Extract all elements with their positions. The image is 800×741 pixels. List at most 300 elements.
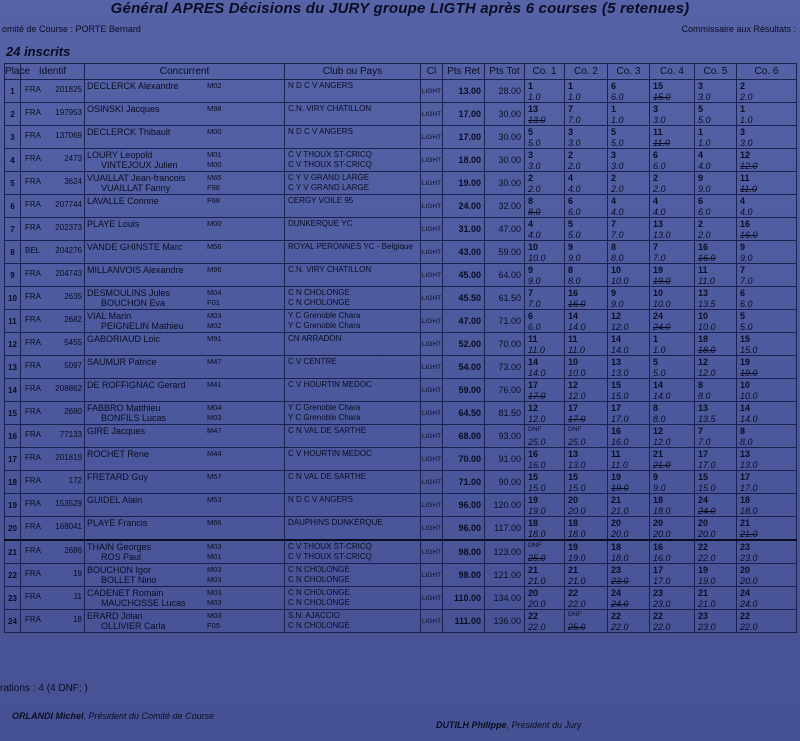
identif-cell xyxy=(21,80,85,103)
table-row xyxy=(5,218,797,241)
class-cell: LIGHT xyxy=(421,126,443,149)
col-header: Concurrent xyxy=(85,64,285,80)
race-place: 14 xyxy=(611,334,622,344)
race-score: 9.0 xyxy=(740,253,753,263)
race-place: 16 xyxy=(740,219,751,229)
race-place: 13 xyxy=(698,288,709,298)
race-place: 16 xyxy=(568,288,579,298)
race-score: 6.0 xyxy=(528,322,541,332)
race-score: 12.0 xyxy=(611,322,629,332)
club-name-crew: C Y V GRAND LARGE xyxy=(288,183,370,192)
nationality: FRA xyxy=(25,476,41,485)
race-place: 18 xyxy=(528,518,539,528)
race-place: 19 xyxy=(568,542,579,552)
race-place: 16 xyxy=(653,542,664,552)
race-place: 6 xyxy=(568,196,574,206)
race-place: 3 xyxy=(698,81,704,91)
race-score: 18.0 xyxy=(611,553,629,563)
race-place: 8 xyxy=(740,426,746,436)
table-row xyxy=(5,379,797,402)
race-result-cell xyxy=(737,379,797,402)
nationality: FRA xyxy=(25,85,41,94)
competitor-cell xyxy=(85,471,285,494)
race-place: DNF xyxy=(568,611,582,618)
competitor-name: VANDE GHINSTE Marc xyxy=(87,242,183,252)
points-retained: 98.00 xyxy=(443,564,485,587)
competitor-name: FABBRO Matthieu xyxy=(87,403,161,413)
race-result-cell xyxy=(695,310,737,333)
class-cell: LIGHT xyxy=(421,333,443,356)
crew-category: M02 xyxy=(207,321,222,330)
sail-number: 197953 xyxy=(55,108,82,117)
crew-category: M03 xyxy=(207,598,222,607)
sail-number: 201825 xyxy=(55,85,82,94)
race-result-cell xyxy=(565,587,608,610)
place-cell: 21 xyxy=(5,540,21,564)
identif-cell xyxy=(21,471,85,494)
race-place: 21 xyxy=(611,495,622,505)
club-name: DAUPHINS DUNKERQUE xyxy=(288,518,383,527)
race-score: 9.0 xyxy=(568,253,581,263)
race-score: 19.0 xyxy=(528,506,546,516)
race-score: 12.0 xyxy=(568,391,586,401)
points-retained: 19.00 xyxy=(443,172,485,195)
race-result-cell xyxy=(608,172,650,195)
race-result-cell xyxy=(608,333,650,356)
race-result-cell xyxy=(650,310,695,333)
col-header: Identif xyxy=(21,64,85,80)
club-cell xyxy=(285,241,421,264)
race-score: 17.0 xyxy=(528,391,546,401)
race-place: 14 xyxy=(653,380,664,390)
class-cell: LIGHT xyxy=(421,80,443,103)
competitor-name: ERARD Jolan xyxy=(87,611,143,621)
race-place: 12 xyxy=(740,150,751,160)
race-result-cell xyxy=(650,333,695,356)
place-cell: 6 xyxy=(5,195,21,218)
crew-name: PEIGNELIN Mathieu xyxy=(101,321,184,331)
race-result-cell xyxy=(737,126,797,149)
race-score: 6.0 xyxy=(740,299,753,309)
place-cell: 4 xyxy=(5,149,21,172)
race-score: 2.0 xyxy=(568,161,581,171)
competitor-name: THAIN Georges xyxy=(87,542,152,552)
competitor-cell xyxy=(85,172,285,195)
signatory-name: DUTILH Philippe xyxy=(436,720,507,730)
place-cell: 9 xyxy=(5,264,21,287)
race-place: 17 xyxy=(653,565,664,575)
table-row xyxy=(5,448,797,471)
race-score: 21.0 xyxy=(528,576,546,586)
sail-number: 208862 xyxy=(55,384,82,393)
race-result-cell xyxy=(737,241,797,264)
race-result-cell xyxy=(525,103,565,126)
place-cell: 8 xyxy=(5,241,21,264)
race-score: 24.0 xyxy=(740,599,758,609)
race-result-cell xyxy=(525,241,565,264)
race-place: 13 xyxy=(528,104,539,114)
points-total: 47.00 xyxy=(485,218,525,241)
race-score: 15.0 xyxy=(528,483,546,493)
race-place: 11 xyxy=(568,334,578,344)
race-result-cell xyxy=(695,540,737,564)
competitor-cell xyxy=(85,103,285,126)
race-place: 9 xyxy=(740,242,746,252)
race-place: 10 xyxy=(611,265,622,275)
club-cell xyxy=(285,218,421,241)
race-score: 22.0 xyxy=(611,622,629,632)
points-total: 123.00 xyxy=(485,540,525,564)
points-retained: 47.00 xyxy=(443,310,485,333)
race-score: 10.0 xyxy=(611,276,629,286)
club-name: C N CHOLONGE xyxy=(288,288,350,297)
race-score: 22.0 xyxy=(653,622,671,632)
race-score: 8.0 xyxy=(568,276,581,286)
club-cell xyxy=(285,540,421,564)
race-place: 4 xyxy=(740,196,746,206)
race-place: 5 xyxy=(611,127,617,137)
race-score: 21.0 xyxy=(611,506,629,516)
race-result-cell xyxy=(608,287,650,310)
race-place: 21 xyxy=(653,449,664,459)
race-result-cell xyxy=(737,517,797,541)
points-retained: 111.00 xyxy=(443,610,485,633)
club-name: N D C V ANGERS xyxy=(288,495,353,504)
race-score: 12.0 xyxy=(740,161,758,171)
race-place: 21 xyxy=(528,565,539,575)
table-row xyxy=(5,103,797,126)
race-result-cell xyxy=(608,103,650,126)
race-score: 20.0 xyxy=(698,529,716,539)
race-score: 14.0 xyxy=(740,414,758,424)
competitor-name: LAVALLE Corinne xyxy=(87,196,159,206)
place-cell: 13 xyxy=(5,356,21,379)
competitor-category: M65 xyxy=(207,173,222,182)
race-place: 22 xyxy=(698,542,709,552)
competitor-category: M47 xyxy=(207,357,222,366)
race-place: 8 xyxy=(611,242,617,252)
race-place: 23 xyxy=(698,611,709,621)
class-cell: LIGHT xyxy=(421,264,443,287)
race-score: 19.0 xyxy=(568,553,586,563)
club-cell xyxy=(285,587,421,610)
race-place: 4 xyxy=(528,219,534,229)
race-place: 4 xyxy=(698,150,704,160)
competitor-name: DESMOULINS Jules xyxy=(87,288,171,298)
race-score: 10.0 xyxy=(740,391,758,401)
points-retained: 98.00 xyxy=(443,540,485,564)
crew-name: BOUCHON Eva xyxy=(101,298,166,308)
race-result-cell xyxy=(525,564,565,587)
identif-cell xyxy=(21,333,85,356)
club-name-crew: C V THOUX ST-CRICQ xyxy=(288,552,372,561)
race-place: 6 xyxy=(528,311,534,321)
points-total: 30.00 xyxy=(485,103,525,126)
race-place: 20 xyxy=(568,495,579,505)
race-result-cell xyxy=(650,540,695,564)
race-place: 12 xyxy=(568,380,579,390)
race-result-cell xyxy=(695,172,737,195)
race-place: 17 xyxy=(740,472,751,482)
race-place: 6 xyxy=(698,196,704,206)
points-retained: 54.00 xyxy=(443,356,485,379)
competitor-name: SAUMUR Patrice xyxy=(87,357,157,367)
jury-signature xyxy=(436,720,582,730)
points-retained: 59.00 xyxy=(443,379,485,402)
race-place: 9 xyxy=(568,242,574,252)
nationality: FRA xyxy=(25,292,41,301)
race-place: 23 xyxy=(653,588,664,598)
race-result-cell xyxy=(695,333,737,356)
race-score: 24.0 xyxy=(698,506,716,516)
class-cell: LIGHT xyxy=(421,517,443,541)
club-cell xyxy=(285,610,421,633)
crew-category: F05 xyxy=(207,621,220,630)
class-cell: LIGHT xyxy=(421,241,443,264)
results-body xyxy=(5,80,797,633)
competitor-category: M03 xyxy=(207,542,222,551)
race-score: 15.0 xyxy=(568,483,586,493)
competitor-category: M00 xyxy=(207,127,222,136)
col-header: Co. 3 xyxy=(608,64,650,80)
race-result-cell xyxy=(565,195,608,218)
race-result-cell xyxy=(650,402,695,425)
race-result-cell xyxy=(525,149,565,172)
race-place: 15 xyxy=(528,472,539,482)
place-cell: 23 xyxy=(5,587,21,610)
race-result-cell xyxy=(695,356,737,379)
race-result-cell xyxy=(608,310,650,333)
race-score: 4.0 xyxy=(653,207,666,217)
sail-number: 2682 xyxy=(64,315,82,324)
race-score: 25.0 xyxy=(568,437,586,447)
nationality: BEL xyxy=(25,246,41,255)
points-total: 76.00 xyxy=(485,379,525,402)
table-row xyxy=(5,356,797,379)
race-result-cell xyxy=(525,379,565,402)
race-score: 7.0 xyxy=(653,253,666,263)
col-header: Pts Ret xyxy=(443,64,485,80)
table-row xyxy=(5,610,797,633)
competitor-name: FRETARD Guy xyxy=(87,472,148,482)
race-place: 2 xyxy=(528,173,534,183)
race-place: 8 xyxy=(698,380,704,390)
race-result-cell xyxy=(565,494,608,517)
nationality: FRA xyxy=(25,177,41,186)
sail-number: 2473 xyxy=(64,154,82,163)
race-result-cell xyxy=(525,402,565,425)
col-header: Place xyxy=(5,64,21,80)
race-score: 5.0 xyxy=(611,138,624,148)
club-name: S.N. AJACCIO xyxy=(288,611,341,620)
club-name: C V CENTRE xyxy=(288,357,337,366)
sail-number: 172 xyxy=(68,476,82,485)
race-place: 24 xyxy=(611,588,622,598)
race-score: 3.0 xyxy=(653,115,666,125)
race-place: 11 xyxy=(740,173,750,183)
race-score: 21.0 xyxy=(740,529,758,539)
race-place: 14 xyxy=(568,311,579,321)
sail-number: 18 xyxy=(73,615,82,624)
sail-number: 2680 xyxy=(64,407,82,416)
race-result-cell xyxy=(608,564,650,587)
points-total: 59.00 xyxy=(485,241,525,264)
place-cell: 10 xyxy=(5,287,21,310)
race-place: 13 xyxy=(653,219,664,229)
nationality: FRA xyxy=(25,430,41,439)
race-score: 2.0 xyxy=(698,230,711,240)
competitor-category: M66 xyxy=(207,518,222,527)
race-result-cell xyxy=(608,80,650,103)
race-score: 15.0 xyxy=(611,391,629,401)
competitor-category: M56 xyxy=(207,242,222,251)
club-cell xyxy=(285,149,421,172)
club-name: C V HOURTIN MEDOC xyxy=(288,380,372,389)
race-place: 17 xyxy=(611,403,622,413)
points-retained: 71.00 xyxy=(443,471,485,494)
sail-number: 19 xyxy=(73,569,82,578)
class-cell: LIGHT xyxy=(421,195,443,218)
race-result-cell xyxy=(525,494,565,517)
race-result-cell xyxy=(737,264,797,287)
race-place: 15 xyxy=(698,472,709,482)
place-cell: 22 xyxy=(5,564,21,587)
race-result-cell xyxy=(695,517,737,541)
race-place: 22 xyxy=(653,611,664,621)
entries-count: 24 inscrits xyxy=(6,44,71,59)
nationality: FRA xyxy=(25,384,41,393)
race-place: 17 xyxy=(568,403,579,413)
club-name: C V THOUX ST-CRICQ xyxy=(288,150,372,159)
race-result-cell xyxy=(650,241,695,264)
competitor-category: M53 xyxy=(207,495,222,504)
race-score: 18.0 xyxy=(653,506,671,516)
points-total: 117.00 xyxy=(485,517,525,541)
race-result-cell xyxy=(650,356,695,379)
points-retained: 17.00 xyxy=(443,103,485,126)
race-score: 21.0 xyxy=(653,460,671,470)
class-cell: LIGHT xyxy=(421,448,443,471)
nationality: FRA xyxy=(25,338,41,347)
race-place: 16 xyxy=(611,426,622,436)
race-score: 11.0 xyxy=(568,345,585,355)
crew-category: F96 xyxy=(207,183,220,192)
race-score: 17.0 xyxy=(653,576,671,586)
points-total: 91.00 xyxy=(485,448,525,471)
competitor-category: M04 xyxy=(207,288,222,297)
class-cell: LIGHT xyxy=(421,610,443,633)
class-cell: LIGHT xyxy=(421,564,443,587)
identif-cell xyxy=(21,564,85,587)
class-cell: LIGHT xyxy=(421,540,443,564)
race-place: 7 xyxy=(740,265,746,275)
identif-cell xyxy=(21,540,85,564)
race-result-cell xyxy=(608,195,650,218)
race-place: 4 xyxy=(653,196,659,206)
club-cell xyxy=(285,425,421,448)
table-row xyxy=(5,80,797,103)
place-cell: 14 xyxy=(5,379,21,402)
class-cell: LIGHT xyxy=(421,356,443,379)
race-score: 3.0 xyxy=(528,161,541,171)
race-score: 6.0 xyxy=(568,207,581,217)
club-cell xyxy=(285,564,421,587)
table-row xyxy=(5,587,797,610)
race-place: 5 xyxy=(740,311,746,321)
identif-cell xyxy=(21,610,85,633)
race-result-cell xyxy=(525,540,565,564)
race-result-cell xyxy=(608,218,650,241)
race-place: 10 xyxy=(528,242,539,252)
race-place: 6 xyxy=(611,81,617,91)
race-result-cell xyxy=(737,425,797,448)
race-result-cell xyxy=(650,287,695,310)
competitor-name: CADENET Romain xyxy=(87,588,164,598)
competitor-category: M00 xyxy=(207,219,222,228)
club-cell xyxy=(285,287,421,310)
race-place: 4 xyxy=(611,196,617,206)
race-result-cell xyxy=(737,333,797,356)
race-score: 9.0 xyxy=(698,184,711,194)
race-result-cell xyxy=(565,540,608,564)
race-score: 1.0 xyxy=(698,138,711,148)
race-score: 9.0 xyxy=(528,276,541,286)
place-cell: 11 xyxy=(5,310,21,333)
race-place: 13 xyxy=(568,449,579,459)
race-score: 11.0 xyxy=(528,345,545,355)
points-retained: 70.00 xyxy=(443,448,485,471)
race-place: 12 xyxy=(698,357,709,367)
race-result-cell xyxy=(608,517,650,541)
club-name-crew: C V THOUX ST-CRICQ xyxy=(288,160,372,169)
club-name: N D C V ANGERS xyxy=(288,127,353,136)
club-name: Y C Grenoble Chara xyxy=(288,311,361,320)
race-result-cell xyxy=(695,471,737,494)
race-result-cell xyxy=(525,218,565,241)
race-result-cell xyxy=(695,149,737,172)
competitor-cell xyxy=(85,310,285,333)
points-retained: 13.00 xyxy=(443,80,485,103)
race-score: 1.0 xyxy=(568,92,581,102)
sail-number: 11 xyxy=(73,592,82,601)
race-score: 13.0 xyxy=(568,460,586,470)
race-score: 6.0 xyxy=(698,207,711,217)
race-result-cell xyxy=(565,564,608,587)
race-place: 14 xyxy=(528,357,539,367)
identif-cell xyxy=(21,149,85,172)
place-cell: 15 xyxy=(5,402,21,425)
race-score: 25.0 xyxy=(528,437,546,447)
race-result-cell xyxy=(737,448,797,471)
table-row xyxy=(5,494,797,517)
club-name: C N CHOLONGE xyxy=(288,588,350,597)
identif-cell xyxy=(21,425,85,448)
race-place: 22 xyxy=(740,611,751,621)
race-result-cell xyxy=(650,448,695,471)
competitor-category: M44 xyxy=(207,449,222,458)
race-result-cell xyxy=(650,172,695,195)
race-score: 13.0 xyxy=(653,230,671,240)
race-result-cell xyxy=(737,103,797,126)
sail-number: 207744 xyxy=(55,200,82,209)
table-row xyxy=(5,172,797,195)
competitor-name: MILLANVOIS Alexandre xyxy=(87,265,184,275)
race-score: 20.0 xyxy=(611,529,629,539)
competitor-cell xyxy=(85,587,285,610)
race-place: 3 xyxy=(611,150,617,160)
points-total: 28.00 xyxy=(485,80,525,103)
race-result-cell xyxy=(737,218,797,241)
